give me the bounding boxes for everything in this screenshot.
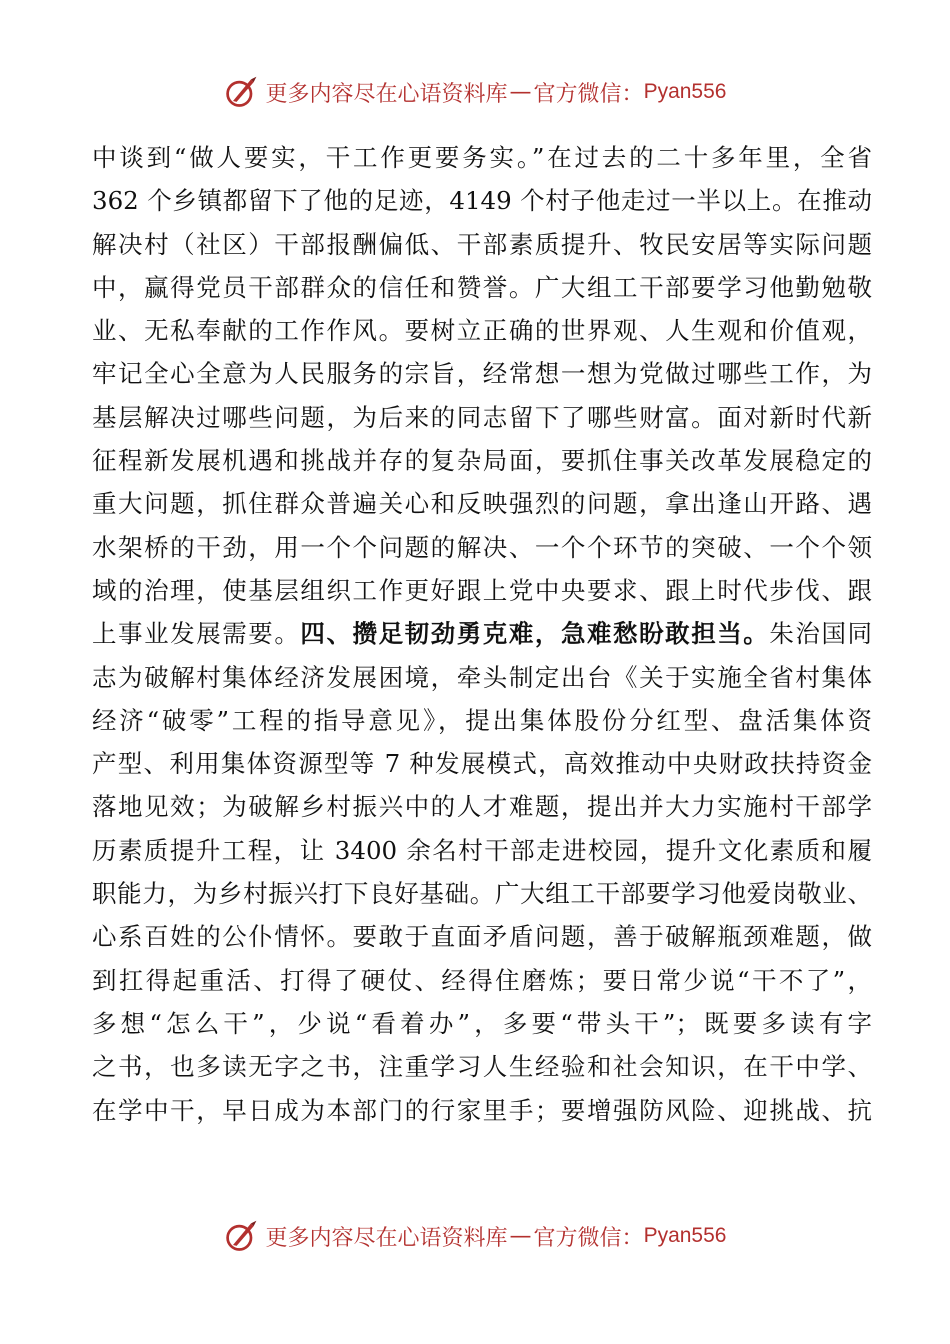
watermark-contact-label: 官方微信： [533, 1225, 644, 1251]
text-line: 志为破解村集体经济发展困境，牵头制定出台《关于实施全省村集体 [92, 662, 872, 692]
text-line: 中，赢得党员干部群众的信任和赞誉。广大组工干部要学习他勤勉敬 [92, 272, 872, 302]
header-watermark [0, 72, 950, 112]
text-line: 水架桥的干劲，用一个个问题的解决、一个个环节的突破、一个个领 [92, 532, 872, 562]
text-line: 经济“破零”工程的指导意见》，提出集体股份分红型、盘活集体资 [92, 705, 872, 735]
text-line: 职能力，为乡村振兴打下良好基础。广大组工干部要学习他爱岗敬业、 [92, 879, 872, 909]
watermark-contact-id: Pyan556 [643, 80, 727, 103]
text-line: 多想“怎么干”，少说“看着办”，多要“带头干”；既要多读有字 [92, 1008, 872, 1038]
section-heading: 四、攒足韧劲勇克难，急难愁盼敢担当。 [300, 619, 770, 649]
footer-watermark [0, 1216, 950, 1256]
text-line: 业、无私奉献的工作作风。要树立正确的世界观、人生观和价值观， [92, 316, 872, 346]
text-line: 362 个乡镇都留下了他的足迹，4149 个村子他走过一半以上。在推动 [92, 186, 872, 216]
line-tail-text: 朱治国同 [769, 619, 873, 649]
text-line: 历素质提升工程，让 3400 余名村干部走进校园，提升文化素质和履 [92, 835, 872, 865]
text-line: 域的治理，使基层组织工作更好跟上党中央要求、跟上时代步伐、跟 [92, 575, 872, 605]
document-body [92, 136, 872, 1132]
text-line: 基层解决过哪些问题，为后来的同志留下了哪些财富。面对新时代新 [92, 402, 872, 432]
text-line: 重大问题，抓住群众普遍关心和反映强烈的问题，拿出逢山开路、遇 [92, 489, 872, 519]
watermark-separator: — [509, 1223, 532, 1249]
text-line: 之书，也多读无字之书，注重学习人生经验和社会知识，在干中学、 [92, 1052, 872, 1082]
text-line: 中谈到“做人要实，干工作更要务实。”在过去的二十多年里，全省 [92, 143, 872, 172]
text-line: 落地见效；为破解乡村振兴中的人才难题，提出并大力实施村干部学 [92, 792, 872, 822]
watermark-separator: — [509, 79, 532, 105]
text-line: 征程新发展机遇和挑战并存的复杂局面，要抓住事关改革发展稳定的 [92, 446, 872, 476]
text-line: 牢记全心全意为人民服务的宗旨，经常想一想为党做过哪些工作，为 [92, 359, 872, 389]
watermark-main-text: 更多内容尽在心语资料库 [265, 81, 508, 107]
text-line: 心系百姓的公仆情怀。要敢于直面矛盾问题，善于破解瓶颈难题，做 [92, 922, 872, 952]
watermark-main-text: 更多内容尽在心语资料库 [265, 1225, 508, 1251]
text-line: 在学中干，早日成为本部门的行家里手；要增强防风险、迎挑战、抗 [92, 1095, 872, 1125]
watermark-contact-id: Pyan556 [643, 1224, 727, 1247]
text-line: 解决村（社区）干部报酬偏低、干部素质提升、牧民安居等实际问题 [92, 229, 872, 259]
text-line: 产型、利用集体资源型等 7 种发展模式，高效推动中央财政扶持资金 [92, 749, 872, 779]
quill-logo-icon [224, 74, 260, 110]
watermark-contact-label: 官方微信： [533, 81, 644, 107]
quill-logo-icon [224, 1218, 260, 1254]
line-lead-text: 上事业发展需要。 [92, 619, 301, 649]
text-line-with-heading [92, 612, 872, 655]
text-line: 到扛得起重活、打得了硬仗、经得住磨炼；要日常少说“干不了”， [92, 965, 872, 995]
